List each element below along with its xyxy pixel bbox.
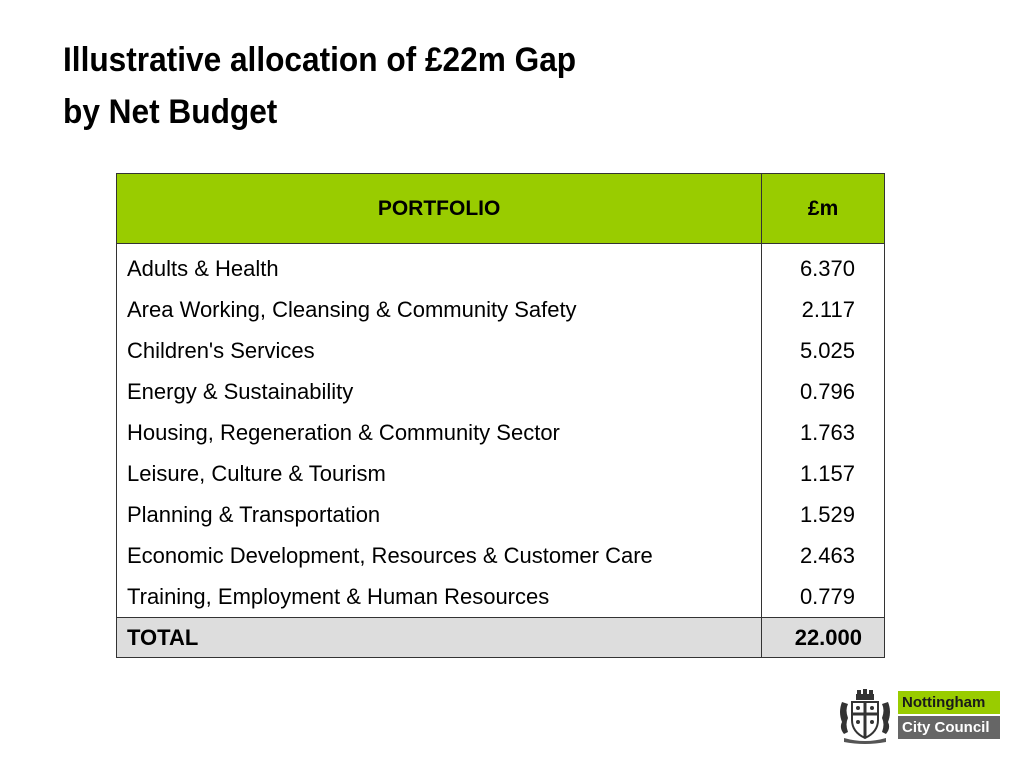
table-row: [117, 330, 885, 371]
table-row: [117, 371, 885, 412]
portfolio-amount: 5.025: [762, 330, 885, 371]
budget-table: [116, 173, 885, 658]
total-label: TOTAL: [117, 618, 762, 658]
table-row: [117, 244, 885, 290]
title-line-2: by Net Budget: [63, 93, 278, 131]
city-crest-icon: [836, 688, 894, 744]
portfolio-name: Leisure, Culture & Tourism: [117, 453, 762, 494]
portfolio-amount: 2.463: [762, 535, 885, 576]
table-row: [117, 576, 885, 618]
table-row: [117, 289, 885, 330]
portfolio-amount: 2.117: [762, 289, 885, 330]
portfolio-name: Housing, Regeneration & Community Sector: [117, 412, 762, 453]
total-row: [117, 618, 885, 658]
portfolio-name: Planning & Transportation: [117, 494, 762, 535]
portfolio-name: Training, Employment & Human Resources: [117, 576, 762, 618]
portfolio-name: Area Working, Cleansing & Community Safety: [117, 289, 762, 330]
title-line-1: Illustrative allocation of £22m Gap: [63, 41, 577, 79]
portfolio-amount: 1.529: [762, 494, 885, 535]
table-row: [117, 453, 885, 494]
header-amount: £m: [762, 174, 885, 244]
logo-wordmark: [898, 691, 1000, 739]
logo-line-nottingham: Nottingham: [898, 691, 1000, 714]
portfolio-amount: 1.763: [762, 412, 885, 453]
portfolio-name: Energy & Sustainability: [117, 371, 762, 412]
header-portfolio: PORTFOLIO: [117, 174, 762, 244]
portfolio-name: Adults & Health: [117, 244, 762, 290]
nottingham-city-council-logo: [836, 688, 1000, 744]
table-row: [117, 535, 885, 576]
page-title: [63, 34, 576, 138]
portfolio-name: Economic Development, Resources & Customer Care: [117, 535, 762, 576]
table-row: [117, 494, 885, 535]
portfolio-amount: 6.370: [762, 244, 885, 290]
portfolio-name: Children's Services: [117, 330, 762, 371]
logo-line-city-council: City Council: [898, 716, 1000, 739]
portfolio-amount: 1.157: [762, 453, 885, 494]
total-amount: 22.000: [762, 618, 885, 658]
table-header-row: [117, 174, 885, 244]
portfolio-amount: 0.796: [762, 371, 885, 412]
table-row: [117, 412, 885, 453]
portfolio-amount: 0.779: [762, 576, 885, 618]
